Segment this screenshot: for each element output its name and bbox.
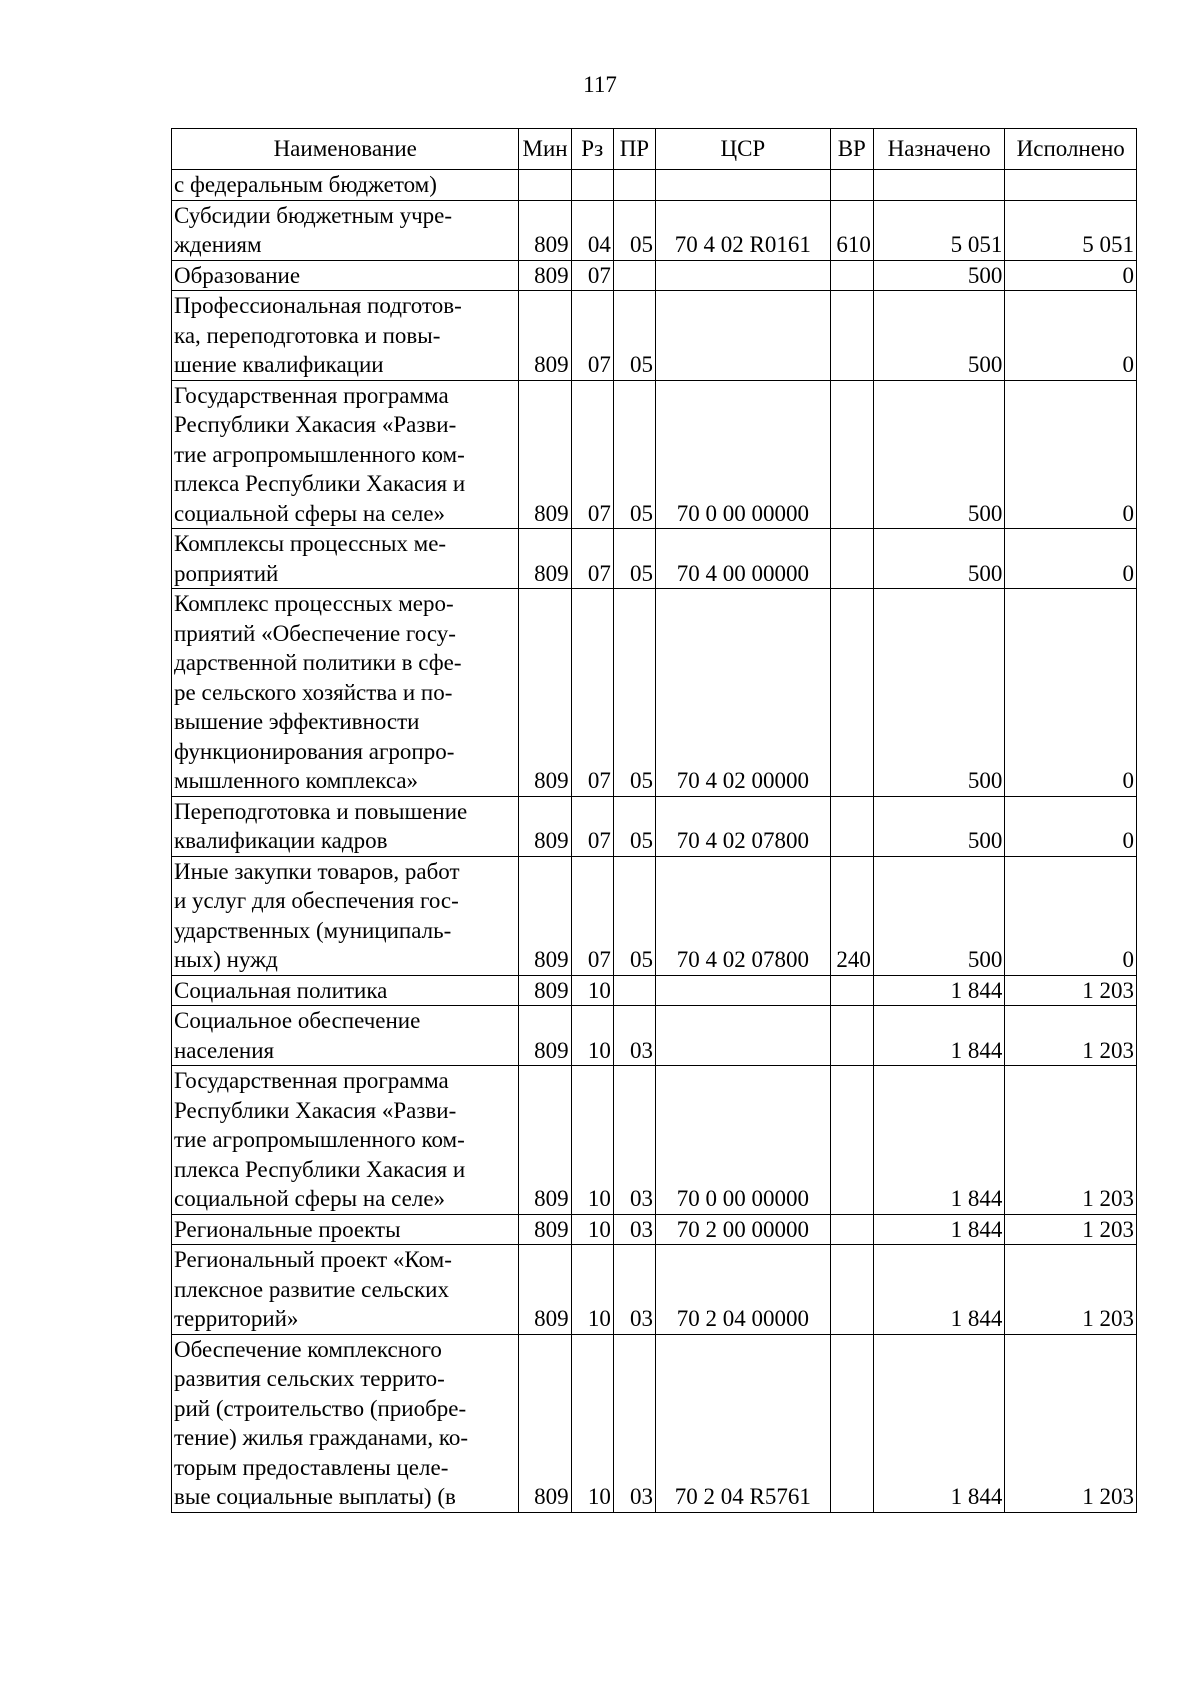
header-naznacheno: Назначено [873,129,1005,170]
cell-pr: 05 [613,380,655,529]
cell-naznacheno: 500 [873,260,1005,291]
header-pr: ПР [613,129,655,170]
cell-csr: 70 2 04 R5761 [655,1334,830,1512]
table-row [172,1006,1137,1066]
cell-min: 809 [519,291,571,381]
table-row [172,856,1137,975]
cell-pr [613,975,655,1006]
table-row [172,1334,1137,1512]
cell-rz: 10 [571,1334,613,1512]
cell-rz: 10 [571,1214,613,1245]
cell-pr: 05 [613,529,655,589]
cell-ispolneno: 1 203 [1005,975,1137,1006]
cell-ispolneno: 0 [1005,291,1137,381]
cell-csr: 70 0 00 00000 [655,1066,830,1215]
cell-rz: 10 [571,1066,613,1215]
header-name: Наименование [172,129,519,170]
cell-name: Социальное обеспечение населения [172,1006,519,1066]
cell-pr: 03 [613,1245,655,1335]
cell-naznacheno: 500 [873,291,1005,381]
cell-min: 809 [519,1334,571,1512]
table-row [172,975,1137,1006]
cell-name: Профессиональная подготов- ка, переподготовка и повы- шение квалификации [172,291,519,381]
page-number: 117 [583,72,617,97]
cell-vr [830,1334,873,1512]
cell-pr: 05 [613,291,655,381]
cell-ispolneno: 5 051 [1005,200,1137,260]
cell-ispolneno: 0 [1005,796,1137,856]
table-row [172,170,1137,201]
cell-min: 809 [519,975,571,1006]
table-row [172,380,1137,529]
cell-rz: 07 [571,291,613,381]
table-row [172,291,1137,381]
table-row [172,1066,1137,1215]
cell-vr [830,1006,873,1066]
cell-csr: 70 2 00 00000 [655,1214,830,1245]
cell-naznacheno: 1 844 [873,1006,1005,1066]
table-body [172,170,1137,1513]
cell-naznacheno: 500 [873,856,1005,975]
budget-table [171,128,1137,1513]
cell-ispolneno [1005,170,1137,201]
cell-naznacheno: 1 844 [873,1214,1005,1245]
cell-csr [655,291,830,381]
cell-min: 809 [519,1066,571,1215]
cell-name: Образование [172,260,519,291]
cell-pr: 05 [613,796,655,856]
cell-naznacheno [873,170,1005,201]
table-row [172,200,1137,260]
cell-csr: 70 2 04 00000 [655,1245,830,1335]
cell-min: 809 [519,200,571,260]
cell-pr [613,260,655,291]
cell-csr [655,170,830,201]
cell-min: 809 [519,529,571,589]
header-min: Мин [519,129,571,170]
cell-rz [571,170,613,201]
cell-rz: 07 [571,856,613,975]
cell-vr [830,291,873,381]
header-ispolneno: Исполнено [1005,129,1137,170]
cell-naznacheno: 500 [873,380,1005,529]
cell-min: 809 [519,260,571,291]
cell-vr [830,589,873,797]
header-rz: Рз [571,129,613,170]
cell-naznacheno: 500 [873,796,1005,856]
cell-ispolneno: 1 203 [1005,1006,1137,1066]
cell-min: 809 [519,380,571,529]
cell-min: 809 [519,1214,571,1245]
cell-vr [830,1066,873,1215]
cell-min: 809 [519,856,571,975]
cell-ispolneno: 0 [1005,529,1137,589]
cell-pr [613,170,655,201]
cell-naznacheno: 500 [873,589,1005,797]
cell-name: Региональный проект «Ком- плексное развитие сельских территорий» [172,1245,519,1335]
header-vr: ВР [830,129,873,170]
cell-name: Государственная программа Республики Хакасия «Разви- тие агропромышленного ком- плекса Республики Хакасия и социальной сферы на селе» [172,1066,519,1215]
cell-vr: 610 [830,200,873,260]
cell-vr [830,170,873,201]
cell-naznacheno: 1 844 [873,1334,1005,1512]
cell-name: Комплекс процессных меро- приятий «Обеспечение госу- дарственной политики в сфе- ре сельского хозяйства и по- вышение эффективности функционирования агропро- мышленного комплекса» [172,589,519,797]
cell-name: Социальная политика [172,975,519,1006]
cell-min: 809 [519,796,571,856]
cell-min: 809 [519,1245,571,1335]
table-row [172,1214,1137,1245]
cell-name: Обеспечение комплексного развития сельских террито- рий (строительство (приобре- тение) жилья гражданами, ко- торым предоставлены целе- вые социальные выплаты) (в [172,1334,519,1512]
cell-naznacheno: 5 051 [873,200,1005,260]
cell-ispolneno: 0 [1005,589,1137,797]
cell-csr: 70 0 00 00000 [655,380,830,529]
cell-name: Региональные проекты [172,1214,519,1245]
cell-naznacheno: 500 [873,529,1005,589]
cell-naznacheno: 1 844 [873,1066,1005,1215]
cell-pr: 05 [613,589,655,797]
cell-min: 809 [519,1006,571,1066]
cell-csr: 70 4 02 07800 [655,856,830,975]
cell-pr: 03 [613,1006,655,1066]
header-row [172,129,1137,170]
cell-ispolneno: 0 [1005,856,1137,975]
cell-csr: 70 4 02 07800 [655,796,830,856]
cell-rz: 07 [571,796,613,856]
header-csr: ЦСР [655,129,830,170]
cell-name: Субсидии бюджетным учре- ждениям [172,200,519,260]
cell-min: 809 [519,589,571,797]
cell-pr: 05 [613,200,655,260]
cell-rz: 07 [571,260,613,291]
cell-csr [655,1006,830,1066]
cell-name: Иные закупки товаров, работ и услуг для обеспечения гос- ударственных (муниципаль- ных) нужд [172,856,519,975]
cell-name: Переподготовка и повышение квалификации кадров [172,796,519,856]
cell-naznacheno: 1 844 [873,1245,1005,1335]
cell-rz: 07 [571,589,613,797]
cell-vr [830,260,873,291]
cell-name: Комплексы процессных ме- роприятий [172,529,519,589]
cell-min [519,170,571,201]
cell-vr [830,796,873,856]
cell-name: Государственная программа Республики Хакасия «Разви- тие агропромышленного ком- плекса Республики Хакасия и социальной сферы на селе» [172,380,519,529]
cell-rz: 10 [571,1006,613,1066]
table-row [172,1245,1137,1335]
cell-ispolneno: 1 203 [1005,1334,1137,1512]
table-row [172,796,1137,856]
cell-naznacheno: 1 844 [873,975,1005,1006]
table-row [172,589,1137,797]
cell-csr: 70 4 02 00000 [655,589,830,797]
cell-rz: 04 [571,200,613,260]
cell-vr [830,975,873,1006]
cell-rz: 10 [571,975,613,1006]
cell-vr [830,1245,873,1335]
cell-name: с федеральным бюджетом) [172,170,519,201]
table-row [172,260,1137,291]
cell-vr [830,529,873,589]
cell-csr [655,975,830,1006]
cell-rz: 10 [571,1245,613,1335]
cell-csr: 70 4 02 R0161 [655,200,830,260]
cell-pr: 03 [613,1214,655,1245]
cell-vr [830,380,873,529]
cell-vr [830,1214,873,1245]
cell-vr: 240 [830,856,873,975]
cell-ispolneno: 0 [1005,260,1137,291]
cell-ispolneno: 1 203 [1005,1245,1137,1335]
cell-ispolneno: 0 [1005,380,1137,529]
cell-csr: 70 4 00 00000 [655,529,830,589]
cell-csr [655,260,830,291]
cell-pr: 05 [613,856,655,975]
cell-pr: 03 [613,1066,655,1215]
table-header [172,129,1137,170]
cell-ispolneno: 1 203 [1005,1214,1137,1245]
cell-ispolneno: 1 203 [1005,1066,1137,1215]
cell-pr: 03 [613,1334,655,1512]
table-row [172,529,1137,589]
cell-rz: 07 [571,529,613,589]
cell-rz: 07 [571,380,613,529]
